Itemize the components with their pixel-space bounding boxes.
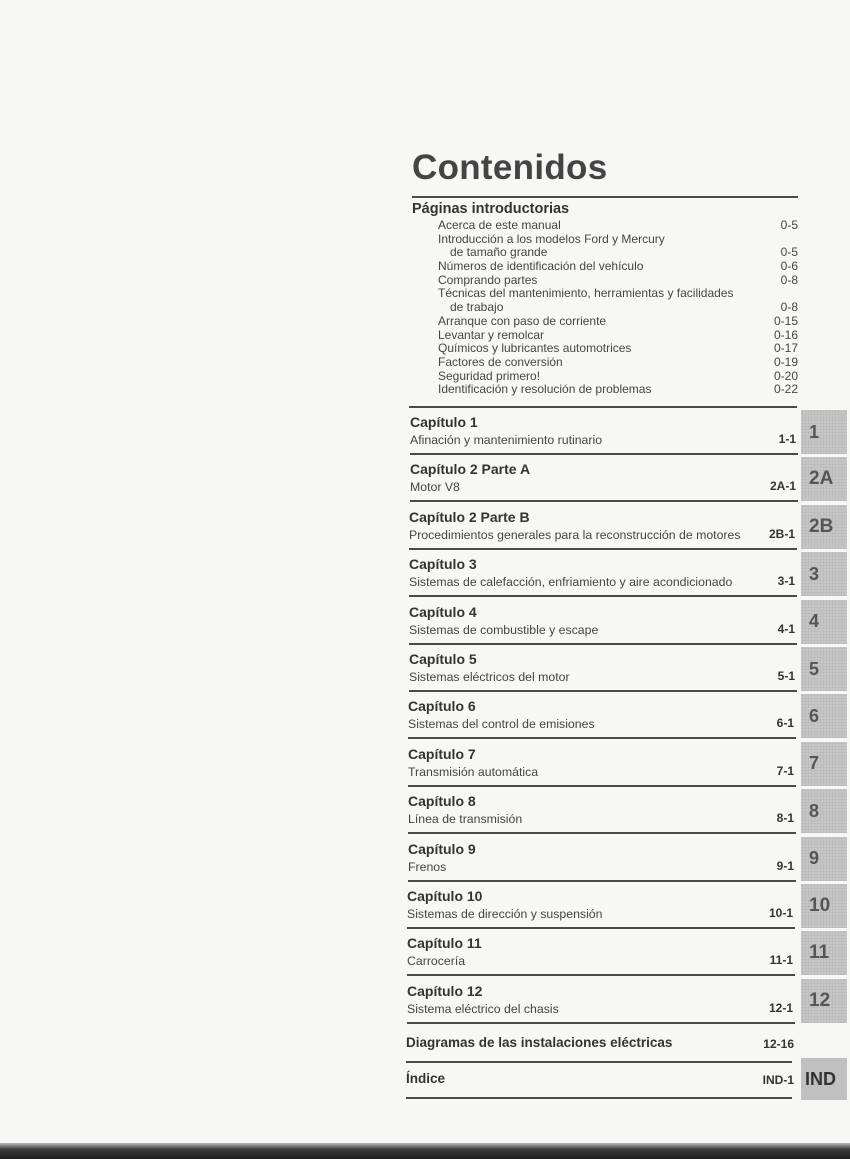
thumb-tab-2b[interactable]: 2B [801,505,847,549]
intro-line-label: Introducción a los modelos Ford y Mercury [438,231,665,246]
diagrams-rule [406,1061,792,1063]
intro-line-page: 0-22 [773,382,798,397]
intro-line[interactable] [438,301,798,315]
intro-line-page: 0-6 [780,259,798,274]
intro-line[interactable] [438,370,798,384]
thumb-tab-7[interactable]: 7 [801,742,847,786]
page-bottom-edge [0,1143,850,1159]
chapter-rule [409,595,797,597]
chapter-page: 8-1 [776,811,794,826]
intro-rule [409,406,797,408]
thumb-tab-12[interactable]: 12 [801,979,847,1023]
intro-line[interactable] [438,342,798,356]
chapter-rule [408,785,796,787]
chapter-rule [408,737,796,739]
chapter-entry[interactable] [409,651,797,684]
intro-line-label: Técnicas del mantenimiento, herramientas y facilidades [438,286,734,301]
chapter-description: Procedimientos generales para la reconstrucción de motores [409,527,741,542]
chapter-entry[interactable] [410,414,798,447]
intro-heading: Páginas introductorias [412,201,570,217]
chapter-title: Capítulo 2 Parte B [409,508,530,525]
intro-line-page: 0-8 [780,272,798,287]
thumb-tab-9[interactable]: 9 [801,837,847,881]
chapter-title: Capítulo 5 [409,651,477,667]
chapter-title: Capítulo 10 [407,888,483,904]
index-rule [406,1097,792,1099]
chapter-rule [408,880,796,882]
chapter-description: Sistemas del control de emisiones [408,717,595,732]
chapter-title: Capítulo 1 [410,414,478,430]
thumb-tab-3[interactable]: 3 [801,552,847,596]
chapter-entry[interactable] [408,746,796,779]
chapter-page: 11-1 [769,953,793,968]
intro-list [438,219,798,397]
chapter-page: 10-1 [768,906,793,920]
intro-line-label: Factores de conversión [438,354,563,369]
intro-line[interactable] [438,246,798,260]
chapter-page: 5-1 [777,669,795,683]
chapter-page: 3-1 [777,574,795,589]
chapter-description: Sistemas eléctricos del motor [409,670,570,684]
chapter-page: 1-1 [778,432,796,446]
chapter-page: 9-1 [776,858,794,873]
intro-line-page: 0-16 [773,327,798,342]
chapter-entry[interactable] [408,841,796,874]
thumb-tab-10[interactable]: 10 [801,884,847,928]
chapter-entry[interactable] [408,698,796,731]
intro-line-label: de tamaño grande [450,245,548,260]
chapter-page: 4-1 [777,621,795,636]
thumb-tab-index[interactable]: IND [801,1058,847,1100]
chapter-page: 2A-1 [769,479,796,494]
chapter-description: Línea de transmisión [408,812,523,827]
intro-line[interactable] [438,287,798,301]
chapter-title: Capítulo 8 [408,793,476,810]
chapter-description: Sistemas de combustible y escape [409,622,599,637]
thumb-tab-8[interactable]: 8 [801,789,847,833]
chapter-rule [410,500,798,502]
intro-line-page: 0-19 [773,354,798,369]
intro-line-label: Arranque con paso de corriente [438,313,607,328]
chapter-title: Capítulo 4 [409,603,477,620]
chapter-title: Capítulo 2 Parte A [410,461,531,478]
chapter-rule [407,1022,795,1024]
intro-line-label: Seguridad primero! [438,368,541,383]
chapter-description: Carrocería [407,954,466,969]
chapter-entry[interactable] [407,888,795,921]
title-rule [412,196,798,198]
chapter-entry[interactable] [409,509,797,542]
intro-line[interactable] [438,260,798,274]
chapter-rule [408,832,796,834]
chapter-description: Sistemas de dirección y suspensión [407,907,603,921]
chapter-description: Sistema eléctrico del chasis [407,1001,559,1016]
intro-line-page: 0-5 [780,218,798,232]
chapter-entry[interactable] [409,556,797,589]
intro-line[interactable] [438,219,798,233]
toc-entry-diagrams[interactable] [406,1035,794,1050]
chapter-title: Capítulo 7 [408,745,476,762]
chapter-entry[interactable] [409,604,797,637]
thumb-tab-4[interactable]: 4 [801,600,847,644]
chapter-title: Capítulo 11 [407,935,482,952]
intro-line[interactable] [438,383,798,397]
intro-line-label: Químicos y lubricantes automotrices [438,341,632,356]
chapter-page: 12-1 [768,1000,793,1015]
toc-entry-page: 12-16 [763,1037,794,1051]
toc-entry-page: IND-1 [762,1073,794,1087]
intro-line-label: Acerca de este manual [438,218,561,232]
chapter-description: Frenos [408,859,447,874]
chapter-entry[interactable] [410,461,798,494]
intro-line-page: 0-17 [773,341,798,356]
intro-line-page: 0-20 [773,368,798,383]
intro-line-label: Identificación y resolución de problemas [438,382,652,397]
chapter-title: Capítulo 3 [409,556,477,573]
chapter-entry[interactable] [408,793,796,826]
chapter-entry[interactable] [407,983,795,1016]
intro-line-label: de trabajo [450,300,504,315]
chapter-title: Capítulo 9 [408,840,476,857]
chapter-rule [409,548,797,550]
toc-entry-label: Índice [406,1071,446,1086]
thumb-tab-11[interactable]: 11 [801,931,847,975]
chapter-rule [409,690,797,692]
chapter-rule [410,453,798,455]
chapter-rule [407,927,795,929]
intro-line-label: Comprando partes [438,272,538,287]
intro-line[interactable] [438,233,798,247]
chapter-description: Motor V8 [410,480,460,495]
intro-line-page: 0-15 [773,313,798,328]
chapter-description: Sistemas de calefacción, enfriamiento y aire acondicionado [409,575,733,590]
chapter-page: 6-1 [776,716,794,731]
toc-entry-index[interactable] [406,1071,794,1086]
intro-line[interactable] [438,274,798,288]
thumb-tab-2a[interactable]: 2A [801,457,847,501]
chapter-description: Transmisión automática [408,764,539,779]
intro-line-page: 0-5 [780,245,798,260]
chapter-rule [409,643,797,645]
thumb-tab-6[interactable]: 6 [801,694,847,738]
chapter-rule [407,974,795,976]
chapter-page: 2B-1 [768,526,795,541]
toc-entry-label: Diagramas de las instalaciones eléctricas [406,1035,673,1050]
chapter-title: Capítulo 12 [407,982,483,999]
chapter-description: Afinación y mantenimiento rutinario [410,433,603,447]
intro-line-page: 0-8 [780,300,798,315]
intro-line[interactable] [438,315,798,329]
intro-line-label: Números de identificación del vehículo [438,259,644,274]
thumb-tab-1[interactable]: 1 [801,410,847,454]
chapter-page: 7-1 [776,763,794,778]
page-title: Contenidos [412,148,608,187]
chapter-entry[interactable] [407,935,795,968]
thumb-tab-5[interactable]: 5 [801,647,847,691]
intro-line[interactable] [438,329,798,343]
chapter-title: Capítulo 6 [408,698,476,715]
intro-line[interactable] [438,356,798,370]
intro-line-label: Levantar y remolcar [438,327,545,342]
